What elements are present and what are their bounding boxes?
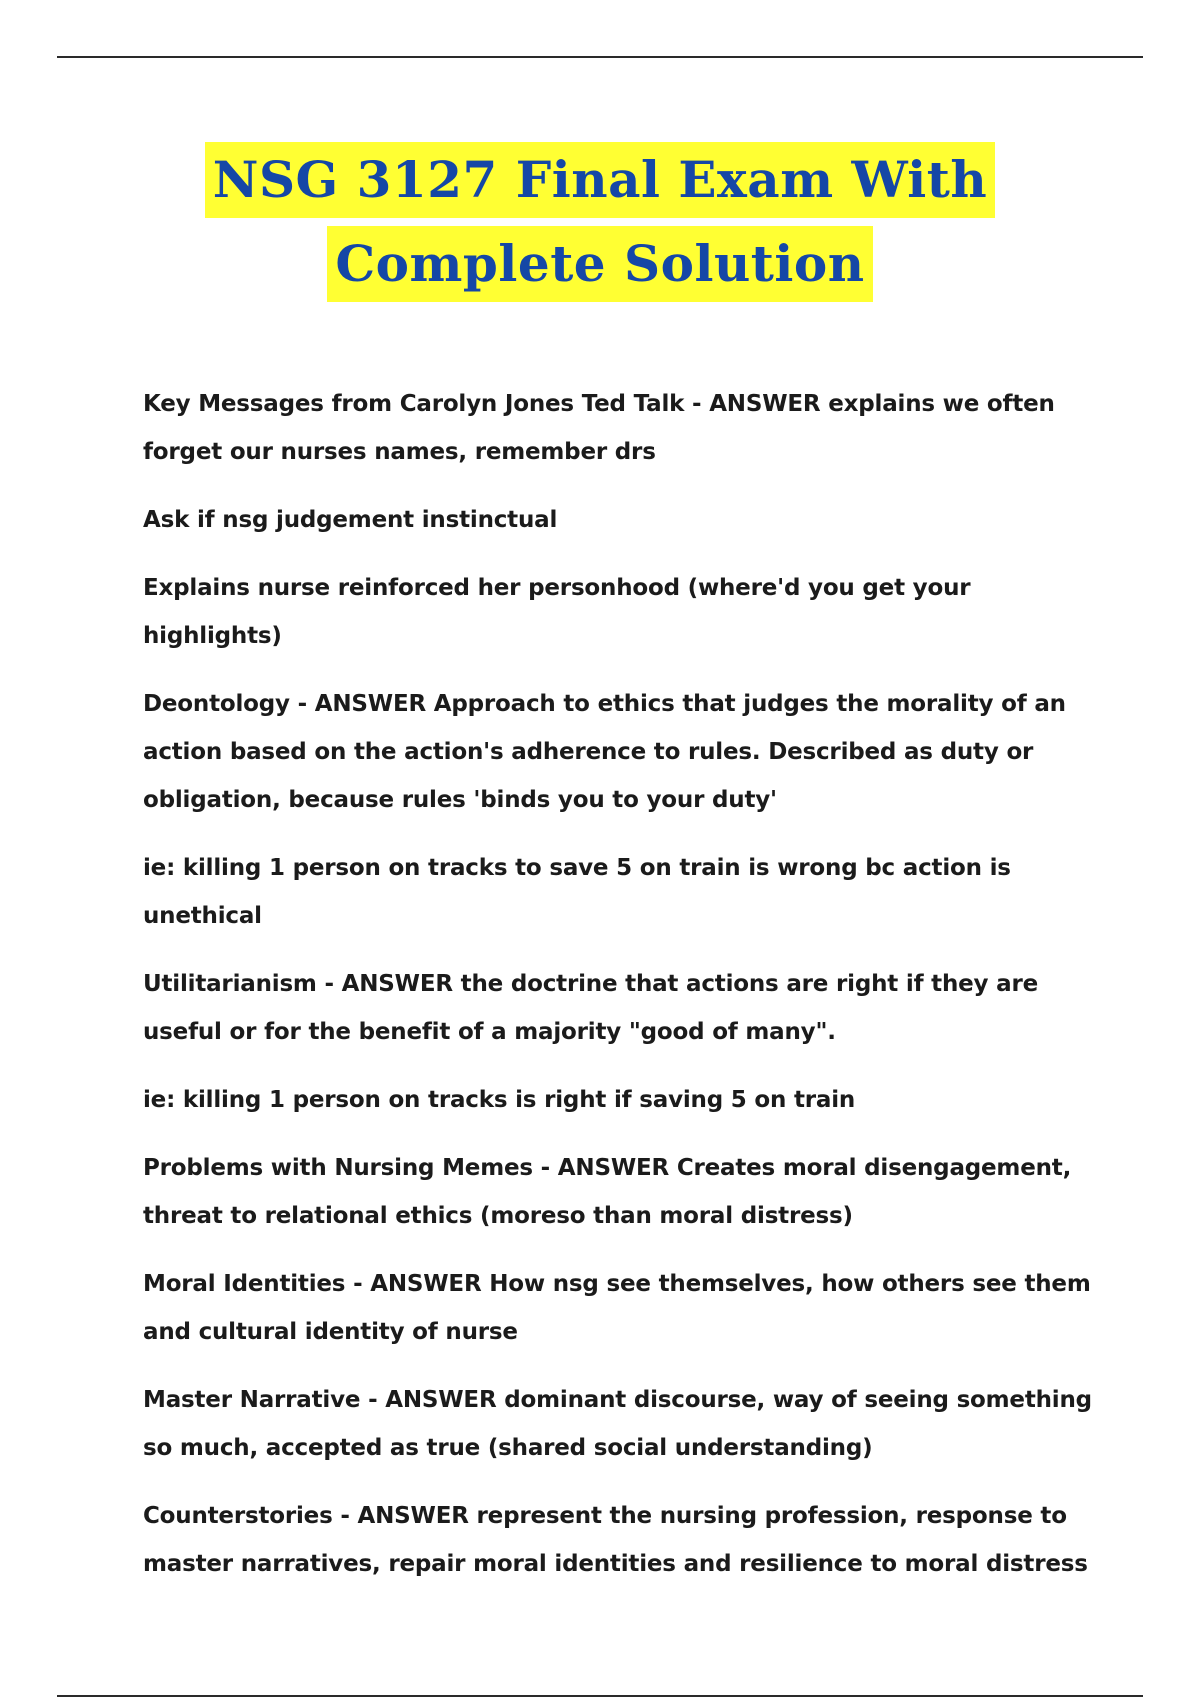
paragraph-utilitarianism: Utilitarianism - ANSWER the doctrine that actions are right if they are useful or for the benefit of a majority "good of many". [143, 971, 1039, 1045]
paragraph-deontology-example: ie: killing 1 person on tracks to save 5 on train is wrong bc action is unethical [143, 855, 1011, 929]
bottom-divider [57, 1695, 1143, 1697]
paragraph-master-narrative: Master Narrative - ANSWER dominant discourse, way of seeing something so much, accepted as true (shared social understanding) [143, 1387, 1092, 1461]
title-line-2: Complete Solution [327, 226, 872, 302]
title-line-1: NSG 3127 Final Exam With [205, 142, 995, 218]
top-divider [57, 56, 1143, 58]
document-body [143, 380, 1103, 1608]
paragraph-nursing-memes: Problems with Nursing Memes - ANSWER Creates moral disengagement, threat to relational ethics (moreso than moral distress) [143, 1155, 1072, 1229]
paragraph-carolyn-jones: Key Messages from Carolyn Jones Ted Talk - ANSWER explains we often forget our nurses names, remember drs [143, 391, 1055, 465]
paragraph-counterstories: Counterstories - ANSWER represent the nursing profession, response to master narratives, repair moral identities and resilience to moral distress [143, 1503, 1088, 1577]
paragraph-moral-identities: Moral Identities - ANSWER How nsg see themselves, how others see them and cultural identity of nurse [143, 1271, 1091, 1345]
paragraph-utilitarianism-example: ie: killing 1 person on tracks is right if saving 5 on train [143, 1087, 856, 1113]
paragraph-nsg-judgement: Ask if nsg judgement instinctual [143, 507, 558, 533]
paragraph-personhood: Explains nurse reinforced her personhood (where'd you get your highlights) [143, 575, 971, 649]
paragraph-deontology: Deontology - ANSWER Approach to ethics that judges the morality of an action based on the action's adherence to rules. Described as duty or obligation, because rules 'binds you to your duty' [143, 691, 1066, 813]
document-title [0, 142, 1200, 302]
